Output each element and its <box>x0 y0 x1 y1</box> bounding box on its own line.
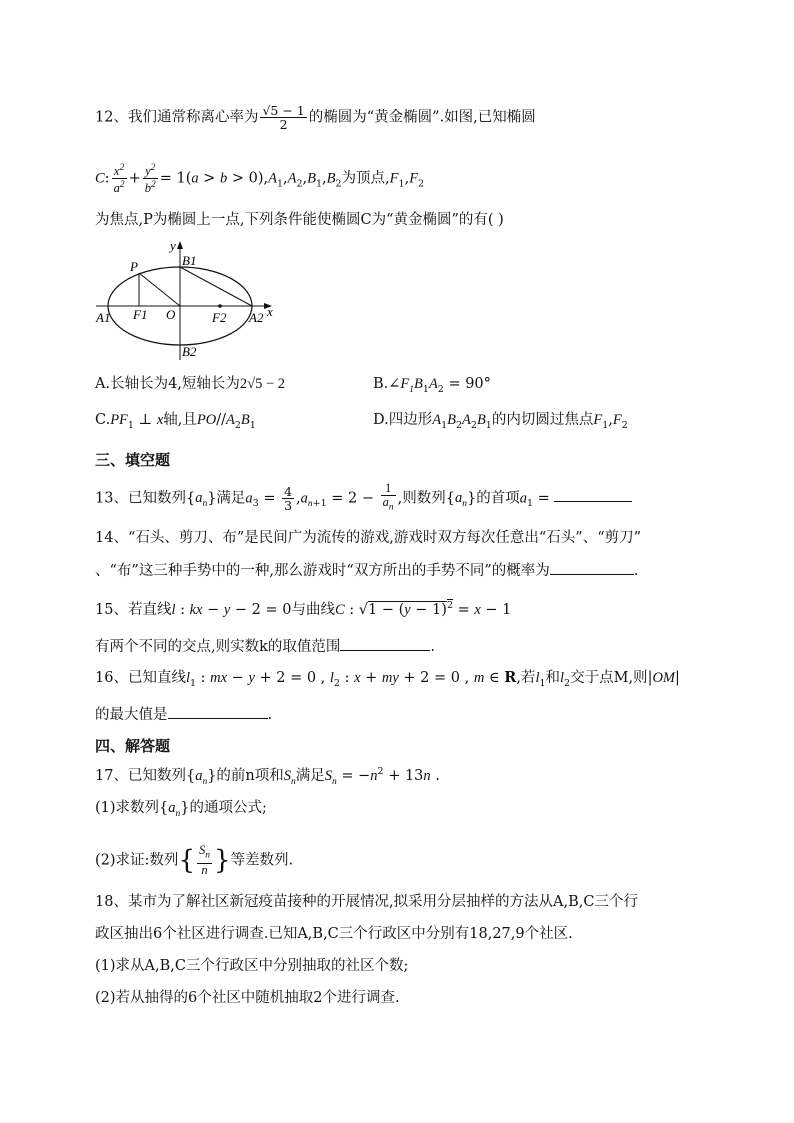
x2-over-a2: $\frac{x^2}{a^2}$ <box>113 163 125 196</box>
a3-fraction: $\frac{4}{3}$ <box>284 483 293 513</box>
q16-line-1: 16、已知直线$l_1$ : mx − y + 2 = 0 , $l_2$ : x + my + 2 = 0 , m ∈ R,若$l_1$和$l_2$交于点M,则|OM| <box>95 669 680 689</box>
eccentricity-numerator: √5 − 1 <box>262 103 305 118</box>
label-b1: B1 <box>182 253 197 268</box>
label-o: O <box>166 307 176 322</box>
y-axis-arrow <box>177 241 183 249</box>
reciprocal-an-fraction: $\frac{1}{a_n}$ <box>382 481 394 513</box>
q12-text-3: 为顶点, <box>341 170 390 187</box>
q14-line-1: 14、“石头、剪刀、布”是民间广为流传的游戏,游戏时双方每次任意出“石头”、“剪刀” <box>95 530 642 546</box>
q12-option-d: D.四边形$A_1B_2A_2B_1$的内切圆过焦点$F_1,F_2$ <box>373 412 628 431</box>
label-y: y <box>170 238 176 253</box>
q13-answer-blank[interactable] <box>554 487 632 502</box>
ellipse-figure <box>92 238 292 368</box>
q18-sub-2: (2)若从抽得的6个社区中随机抽取2个进行调查. <box>95 990 400 1006</box>
y2-over-b2: $\frac{y^2}{b^2}$ <box>144 163 156 196</box>
sn-over-n-fraction: $\frac{S_n}{n}$ <box>198 843 210 877</box>
q12-line-1 <box>95 104 536 131</box>
q12-option-a: A.长轴长为4,短轴长为2√5 − 2 <box>95 376 286 392</box>
q14-answer-blank[interactable] <box>550 560 634 575</box>
label-a2: A2 <box>249 310 264 325</box>
ellipse-equation: C <box>95 170 105 187</box>
q18-sub-1: (1)求从A,B,C三个行政区中分别抽取的社区个数; <box>95 958 409 974</box>
label-f1: F1 <box>133 307 148 322</box>
q16-line-2: 的最大值是 . <box>95 704 272 725</box>
q17-line: 17、已知数列$\{a_n\}$的前n项和$S_n$满足$S_n = -n^2 + 13n$ . <box>95 766 440 787</box>
q17-sub-2: (2)求证:数列{ $\frac{S_n}{n}$ }等差数列. <box>95 843 294 877</box>
eccentricity-fraction <box>260 104 306 131</box>
q12-option-b: $B.\angle F_1B_1A_2 = 90^\circ$ <box>373 376 491 395</box>
q15-answer-blank[interactable] <box>340 636 430 651</box>
q12-text-2: 的椭圆为“黄金椭圆”.如图,已知椭圆 <box>308 109 536 126</box>
q17-sub-1: (1)求数列$\{a_n\}$的通项公式; <box>95 800 267 819</box>
section-4-title: 四、解答题 <box>95 737 171 755</box>
q12-text-1: 我们通常称离心率为 <box>127 109 259 126</box>
point-f2 <box>218 304 222 308</box>
q12-option-c: $C.PF_1$ ⊥ x轴,且$PO//A_2B_1$ <box>95 412 256 431</box>
q15-line-2: 有两个不同的交点,则实数k的取值范围 . <box>95 636 435 657</box>
option-a-math: 2√5 − 2 <box>239 376 286 392</box>
q12-line-2: C: $\frac{x^2}{a^2}$ + $\frac{y^2}{b^2}$ = $1(a > b > 0),A_1,A_2,B_1,B_2$为顶点$,F_1,F_2$ <box>95 163 425 196</box>
segment-b1-a2 <box>180 267 252 306</box>
label-a1: A1 <box>96 310 111 325</box>
q16-answer-blank[interactable] <box>168 704 268 719</box>
label-x: x <box>267 304 273 319</box>
section-3-title: 三、填空题 <box>95 451 171 469</box>
label-p: P <box>130 259 138 274</box>
q18-line-1: 18、某市为了解社区新冠疫苗接种的开展情况,拟采用分层抽样的方法从A,B,C三个行 <box>95 894 638 910</box>
sqrt-expression: $√1 - (y - 1)^2$ <box>358 600 453 618</box>
q12-number: 12、 <box>95 109 128 126</box>
q18-line-2: 政区抽出6个社区进行调查.已知A,B,C三个行政区中分别有18,27,9个社区. <box>95 926 573 942</box>
q12-line-3: 为焦点,P为椭圆上一点,下列条件能使椭圆C为“黄金椭圆”的有( ) <box>95 212 504 228</box>
q13-line: 13、已知数列$\{a_n\}$满足$a_3$ = $\frac{4}{3}$ $,a_{n+1} = 2$ − $\frac{1}{a_n}$ ,则数列$\{a_n\}$的首项$a_1$ = <box>95 482 632 515</box>
q15-line-1: 15、若直线l : kx − y − 2 = 0与曲线C : $√1 - (y - 1)^2 = x - 1$ <box>95 600 512 618</box>
label-f2: F2 <box>212 310 227 325</box>
q14-line-2: 、“布”这三种手势中的一种,那么游戏时“双方所出的手势不同”的概率为 . <box>95 560 638 581</box>
eccentricity-denominator: 2 <box>279 117 288 132</box>
segment-p-o <box>139 273 180 306</box>
label-b2: B2 <box>182 344 197 359</box>
